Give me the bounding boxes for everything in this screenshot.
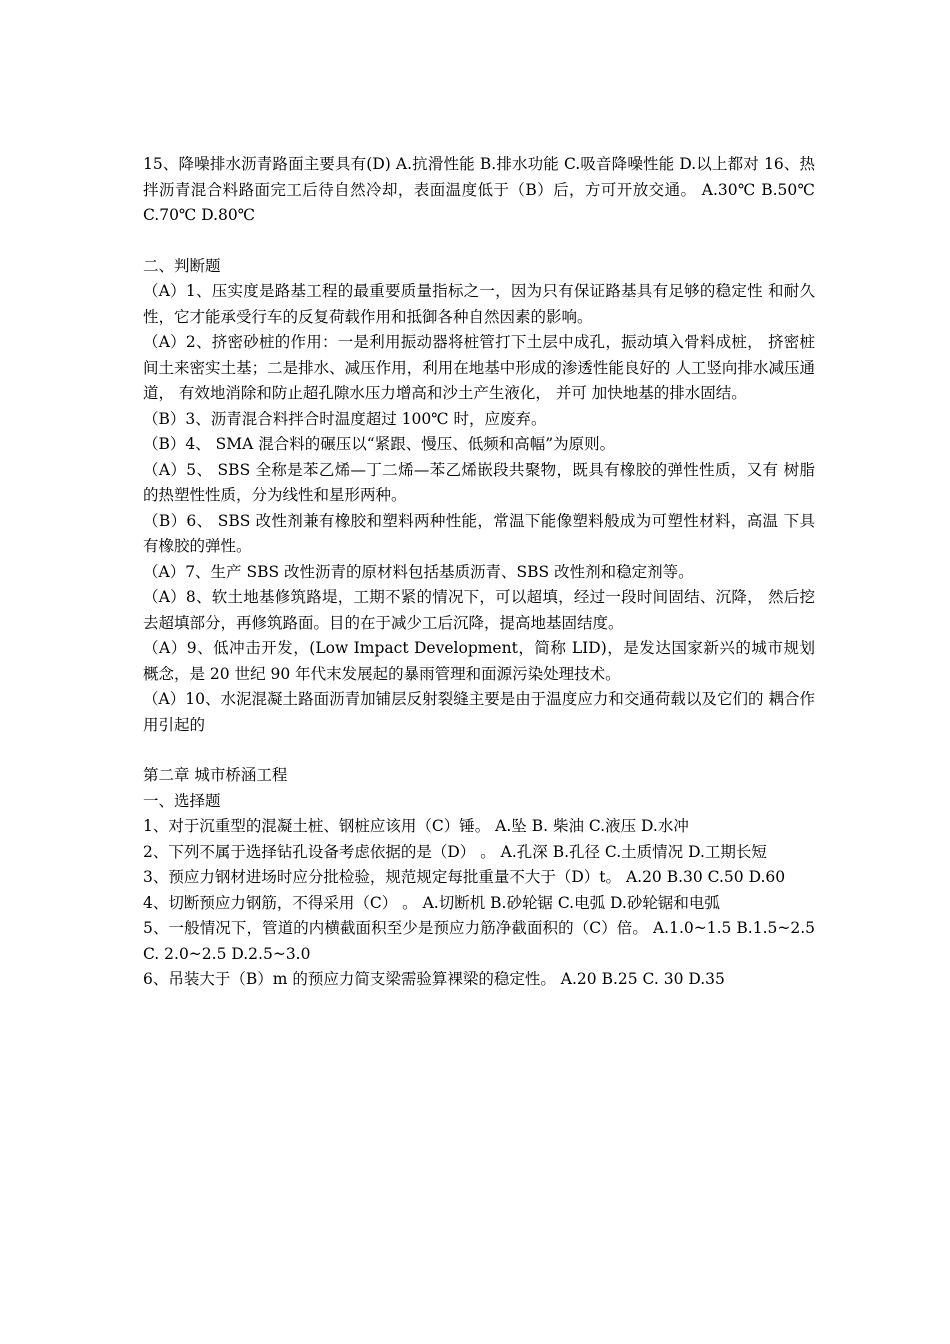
judgment-item-9: （A）9、低冲击开发，(Low Impact Development，简称 LID)，是发达国家新兴的城市规划 概念，是 20 世纪 90 年代末发展起的暴雨管理和面源污染处理技术。 — [143, 639, 815, 683]
judgment-item-1: （A）1、压实度是路基工程的最重要质量指标之一，因为只有保证路基具有足够的稳定性 和耐久性，它才能承受行车的反复荷载作用和抵御各种自然因素的影响。 — [143, 282, 815, 326]
choice-item-1: 1、对于沉重型的混凝土桩、钢桩应该用（C）锤。 A.坠 B. 柴油 C.液压 D.水冲 — [143, 817, 689, 835]
choice-item-3: 3、预应力钢材进场时应分批检验，规范规定每批重量不大于（D）t。 A.20 B.30 C.50 D.60 — [143, 868, 786, 886]
judgment-item-4: （B）4、 SMA 混合料的碾压以“紧跟、慢压、低频和高幅”为原则。 — [143, 435, 616, 453]
judgment-section-heading: 二、判断题 — [143, 256, 221, 275]
judgment-item-7: （A）7、生产 SBS 改性沥青的原材料包括基质沥青、SBS 改性剂和稳定剂等。 — [143, 562, 694, 581]
document-body — [143, 152, 815, 993]
choice-item-2: 2、下列不属于选择钻孔设备考虑依据的是（D） 。 A.孔深 B.孔径 C.土质情况 D.工期长短 — [143, 842, 767, 861]
judgment-item-2: （A）2、挤密砂桩的作用：一是利用振动器将桩管打下土层中成孔，振动填入骨料成桩， 挤密桩间土来密实土基；二是排水、减压作用，利用在地基中形成的渗透性能良好的 人工竖向排水减压通道， 有效地消除和防止超孔隙水压力增高和沙土产生液化， 并可 加快地基的排水固结。 — [143, 333, 815, 402]
question-15-16: 15、降噪排水沥青路面主要具有(D) A.抗滑性能 B.排水功能 C.吸音降噪性能 D.以上都对 16、热拌沥青混合料路面完工后待自然冷却，表面温度低于（B）后，方可开放交通。 A.30℃ B.50℃ C.70℃ D.80℃ — [143, 155, 815, 224]
judgment-item-5: （A）5、 SBS 全称是苯乙烯—丁二烯—苯乙烯嵌段共聚物，既具有橡胶的弹性性质，又有 树脂的热塑性性质，分为线性和星形两种。 — [143, 460, 815, 504]
choice-item-6: 6、吊装大于（B）m 的预应力简支梁需验算裸梁的稳定性。 A.20 B.25 C. 30 D.35 — [143, 970, 725, 988]
judgment-item-10: （A）10、水泥混凝土路面沥青加铺层反射裂缝主要是由于温度应力和交通荷载以及它们的 耦合作用引起的 — [143, 690, 815, 734]
choice-item-5: 5、一般情况下，管道的内横截面积至少是预应力筋净截面积的（C）倍。 A.1.0~1.5 B.1.5~2.5 C. 2.0~2.5 D.2.5~3.0 — [143, 919, 815, 963]
choice-section-heading: 一、选择题 — [143, 791, 221, 810]
judgment-item-6: （B）6、 SBS 改性剂兼有橡胶和塑料两种性能，常温下能像塑料般成为可塑性材料，高温 下具有橡胶的弹性。 — [143, 511, 815, 555]
spacer — [143, 229, 815, 254]
spacer — [143, 738, 815, 763]
judgment-item-8: （A）8、软土地基修筑路堤，工期不紧的情况下，可以超填，经过一段时间固结、沉降， 然后挖去超填部分，再修筑路面。目的在于减少工后沉降，提高地基固结度。 — [143, 588, 815, 632]
choice-item-4: 4、切断预应力钢筋，不得采用（C） 。 A.切断机 B.砂轮锯 C.电弧 D.砂轮锯和电弧 — [143, 893, 720, 912]
chapter-title: 第二章 城市桥涵工程 — [143, 766, 288, 784]
judgment-item-3: （B）3、沥青混合料拌合时温度超过 100℃ 时，应废弃。 — [143, 409, 547, 428]
